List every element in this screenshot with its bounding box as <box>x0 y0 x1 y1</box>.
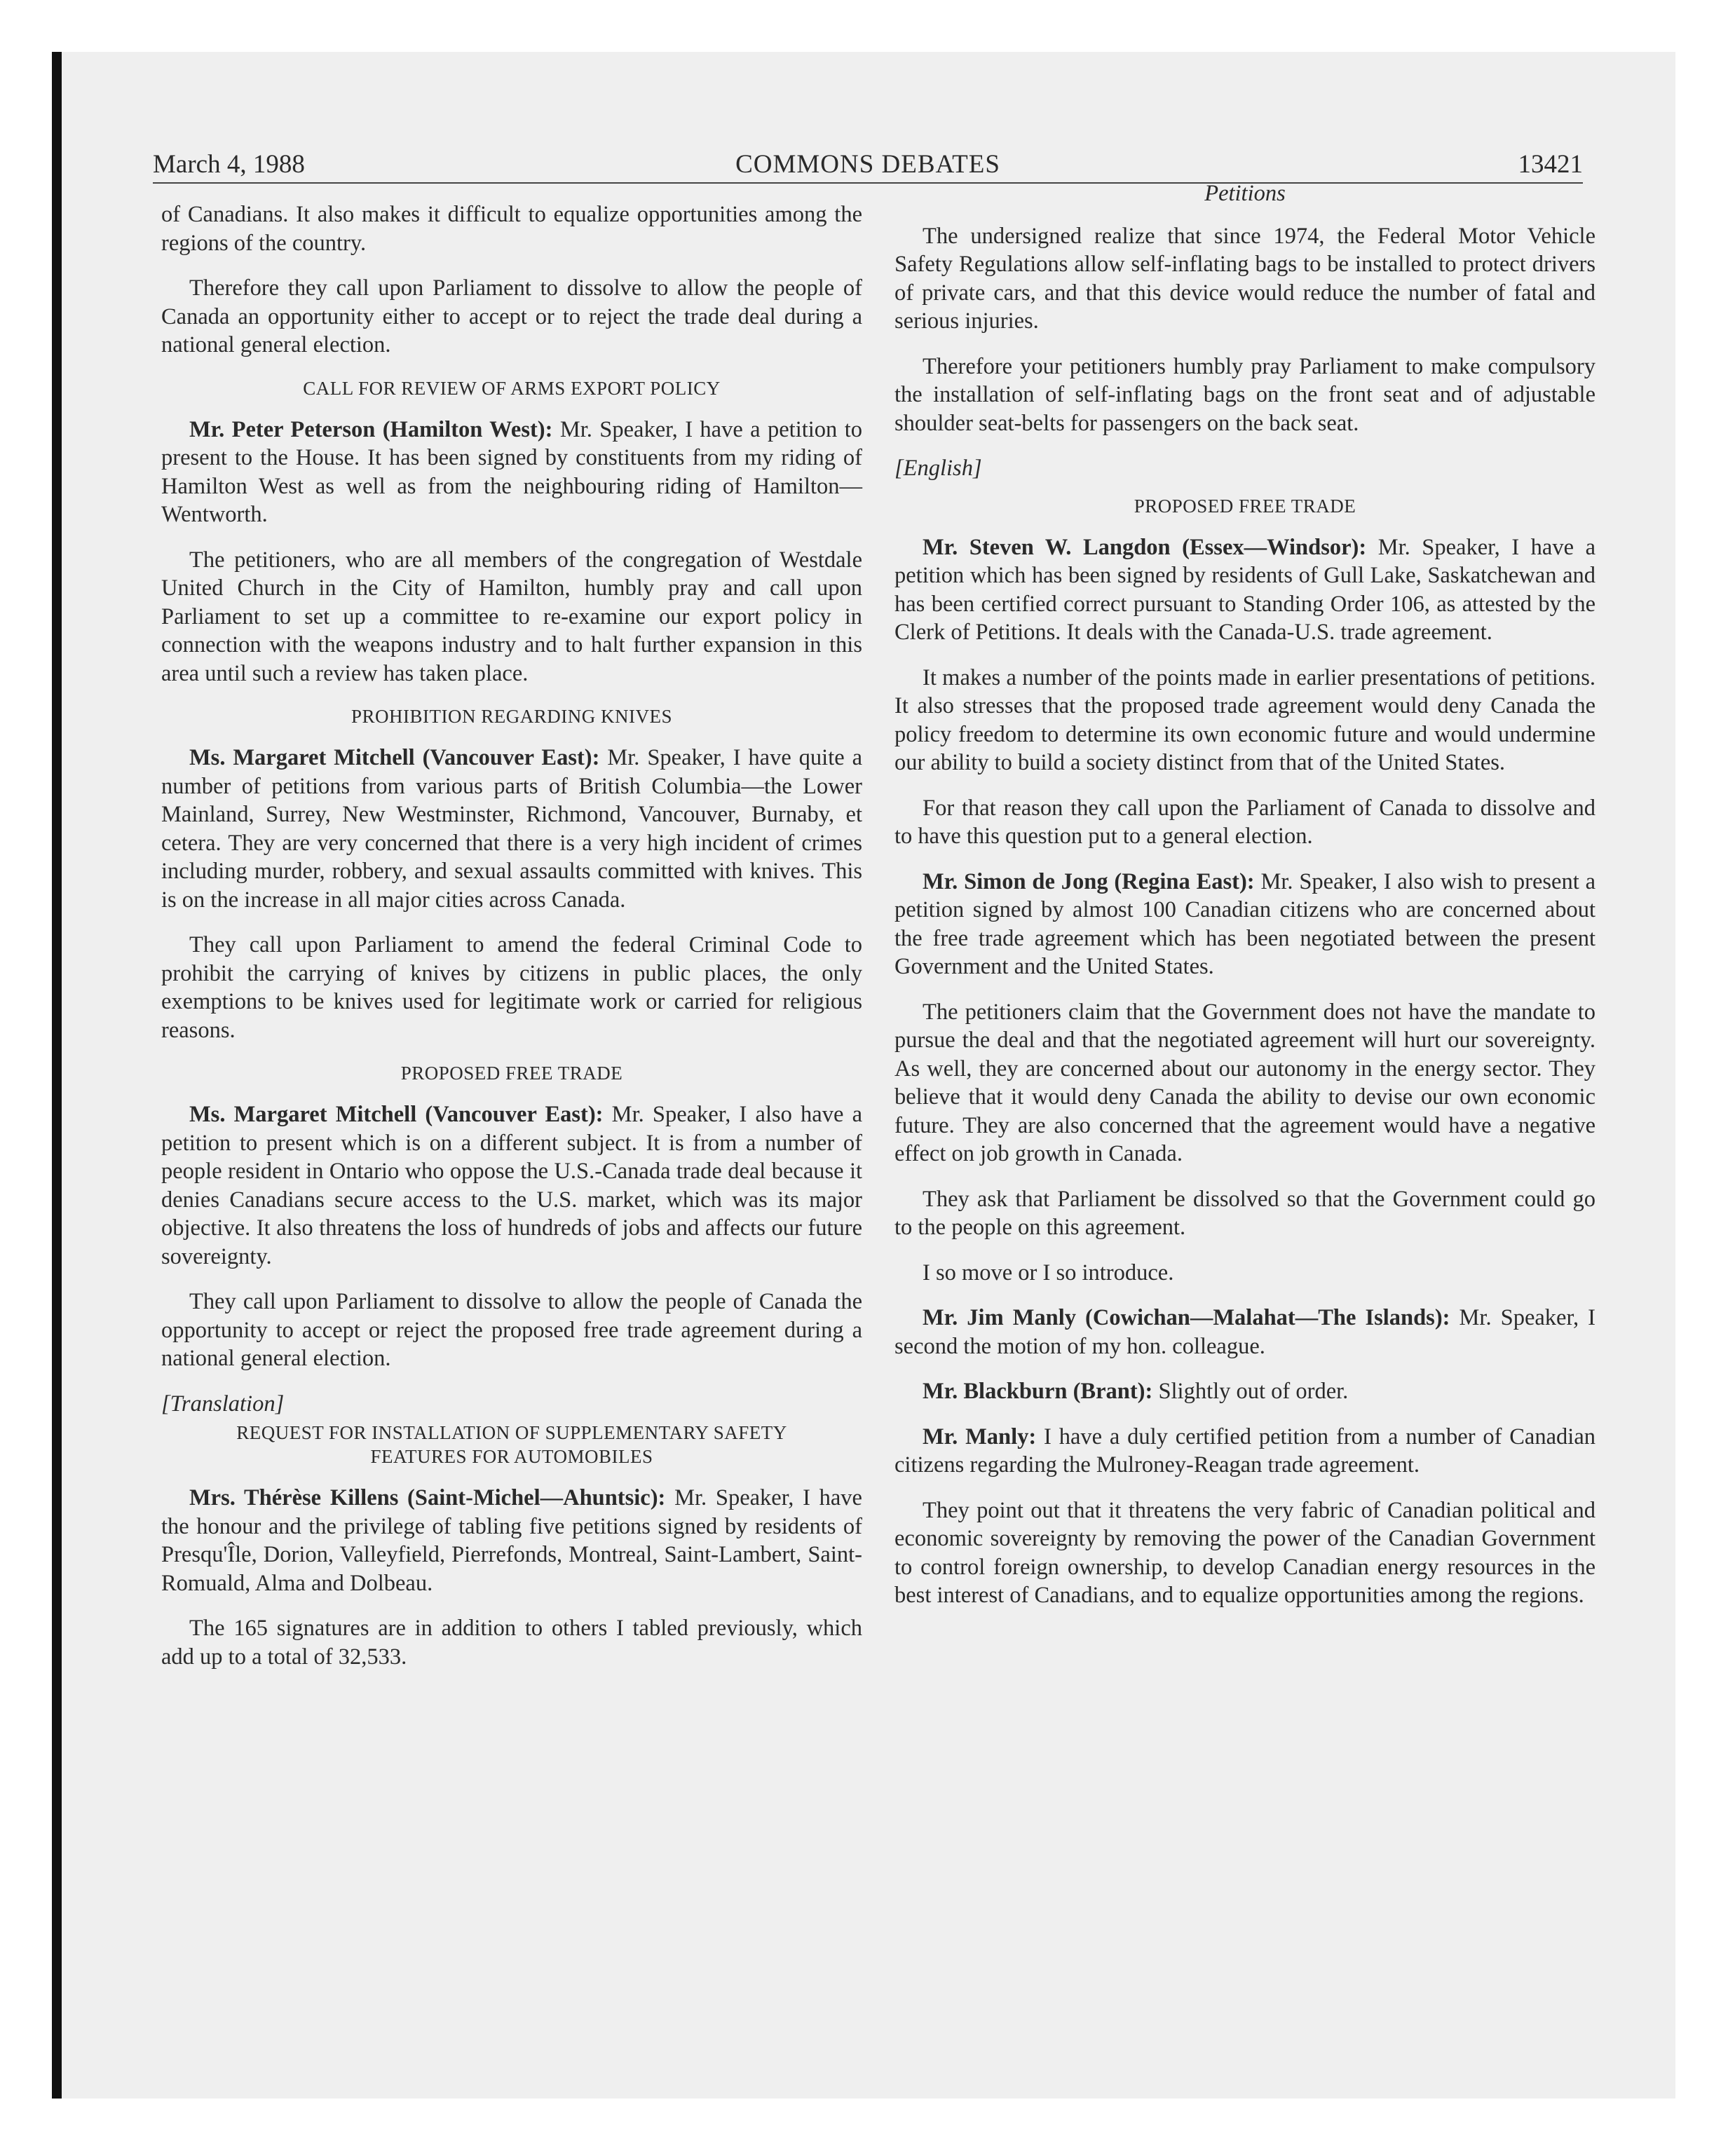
speech-paragraph <box>894 533 1595 647</box>
speech-paragraph <box>894 1304 1595 1360</box>
left-column <box>161 200 862 1688</box>
paragraph: They ask that Parliament be dissolved so that the Government could go to the people on this agreement. <box>894 1186 1595 1240</box>
section-heading <box>161 1421 862 1468</box>
right-column <box>894 179 1595 1627</box>
section-heading: CALL FOR REVIEW OF ARMS EXPORT POLICY <box>303 377 721 399</box>
speech-paragraph <box>161 416 862 529</box>
paragraph: Therefore your petitioners humbly pray Parliament to make compulsory the installation of self-inflating bags on the front seat and of adjustable shoulder seat-belts for passengers on the back seat. <box>894 353 1595 436</box>
paragraph: Therefore they call upon Parliament to dissolve to allow the people of Canada an opportunity either to accept or to reject the trade deal during a national general election. <box>161 275 862 357</box>
speech-paragraph <box>894 1377 1595 1406</box>
speech-paragraph <box>894 868 1595 981</box>
section-caption: Petitions <box>1204 181 1286 206</box>
speaker-name: Mr. Peter Peterson (Hamilton West): <box>189 416 553 442</box>
paragraph: of Canadians. It also makes it difficult to equalize opportunities among the regions of the country. <box>161 202 862 256</box>
paragraph: They call upon Parliament to amend the federal Criminal Code to prohibit the carrying of knives by citizens in public places, the only exemptions to be knives used for legitimate work or carried for religious reasons. <box>161 932 862 1043</box>
speech-paragraph <box>161 1484 862 1597</box>
paragraph: The petitioners, who are all members of the congregation of Westdale United Church in the City of Hamilton, humbly pray and call upon Parliament to set up a committee to re-examine our export policy in connection with the weapons industry and to halt further expansion in this area until such a review has taken place. <box>161 547 862 686</box>
speech-text: Mr. Speaker, I also wish to present a petition signed by almost 100 Canadian citizens who are concerned about the free trade agreement which has been negotiated between the present Government and the United States. <box>894 868 1596 979</box>
speech-text: Mr. Speaker, I second the motion of my hon. colleague. <box>894 1305 1595 1359</box>
paragraph: The petitioners claim that the Government does not have the mandate to pursue the deal and that the negotiated agreement will hurt our sovereignty. As well, they are concerned about our autonomy in the energy sector. They believe that it would deny Canada the ability to devise our own economic future. They are also concerned that the agreement would have a negative effect on job growth in Canada. <box>894 999 1595 1166</box>
section-heading: PROPOSED FREE TRADE <box>400 1063 623 1084</box>
section-heading-line: REQUEST FOR INSTALLATION OF SUPPLEMENTARY SAFETY <box>236 1422 787 1443</box>
speech-text: Mr. Speaker, I have a petition which has been signed by residents of Gull Lake, Saskatchewan and has been certified correct pursuant to Standing Order 106, as attested by the Clerk of Petitions. It deals with the Canada-U.S. trade agreement. <box>894 534 1595 645</box>
speech-text: I have a duly certified petition from a number of Canadian citizens regarding the Mulroney-Reagan trade agreement. <box>894 1424 1595 1478</box>
scan-edge <box>52 52 62 2099</box>
paragraph: They point out that it threatens the very fabric of Canadian political and economic sovereignty by removing the power of the Canadian Government to control foreign ownership, to develop Canadian energy resources in the best interest of Canadians, and to equalize opportunities among the regions. <box>894 1497 1595 1608</box>
paragraph: It makes a number of the points made in earlier presentations of petitions. It also stresses that the proposed trade agreement would deny Canada the policy freedom to determine its own economic future and would undermine our ability to build a society distinct from that of the United States. <box>894 664 1595 775</box>
paragraph: They call upon Parliament to dissolve to allow the people of Canada the opportunity to accept or reject the proposed free trade agreement during a national general election. <box>161 1289 862 1371</box>
speaker-name: Ms. Margaret Mitchell (Vancouver East): <box>189 1102 604 1127</box>
speech-paragraph <box>161 1100 862 1271</box>
paragraph: The undersigned realize that since 1974, the Federal Motor Vehicle Safety Regulations allow self-inflating bags to be installed to protect drivers of private cars, and that this device would reduce the number of fatal and serious injuries. <box>894 223 1595 334</box>
speaker-name: Ms. Margaret Mitchell (Vancouver East): <box>189 745 600 770</box>
section-heading: PROHIBITION REGARDING KNIVES <box>351 706 672 727</box>
speaker-name: Mr. Manly: <box>923 1424 1037 1449</box>
header-title: COMMONS DEBATES <box>735 150 1000 179</box>
speech-text: Slightly out of order. <box>1158 1379 1349 1404</box>
paragraph: I so move or I so introduce. <box>923 1260 1174 1285</box>
language-marker: [English] <box>894 456 982 481</box>
paragraph: For that reason they call upon the Parliament of Canada to dissolve and to have this question put to a general election. <box>894 795 1595 849</box>
speech-text: Mr. Speaker, I also have a petition to present which is on a different subject. It is from a number of people resident in Ontario who oppose the U.S.-Canada trade deal because it denies Canadians secure access to the U.S. market, which was its major objective. It also threatens the loss of hundreds of jobs and affects our future sovereignty. <box>161 1102 862 1269</box>
paragraph: The 165 signatures are in addition to others I tabled previously, which add up to a total of 32,533. <box>161 1616 862 1670</box>
running-header <box>153 146 1583 184</box>
language-marker: [Translation] <box>161 1391 285 1417</box>
header-date: March 4, 1988 <box>153 150 305 179</box>
speech-text: Mr. Speaker, I have a petition to present to the House. It has been signed by constituents from my riding of Hamilton West as well as from the neighbouring riding of Hamilton—Wentworth. <box>161 416 862 527</box>
section-heading-line: FEATURES FOR AUTOMOBILES <box>370 1446 653 1467</box>
speech-text: Mr. Speaker, I have quite a number of petitions from various parts of British Columbia—the Lower Mainland, Surrey, New Westminster, Richmond, Vancouver, Burnaby, et cetera. They are very concerned that there is a very high incident of crimes including murder, robbery, and sexual assaults committed with knives. This is on the increase in all major cities across Canada. <box>161 745 862 913</box>
speech-text: Mr. Speaker, I have the honour and the privilege of tabling five petitions signed by residents of Presqu'Île, Dorion, Valleyfield, Pierrefonds, Montreal, Saint-Lambert, Saint-Romuald, Alma and Dolbeau. <box>161 1485 862 1596</box>
header-page-number: 13421 <box>1518 150 1583 179</box>
speaker-name: Mr. Jim Manly (Cowichan—Malahat—The Islands): <box>923 1305 1450 1330</box>
section-heading: PROPOSED FREE TRADE <box>1134 495 1356 517</box>
speaker-name: Mr. Simon de Jong (Regina East): <box>923 868 1255 894</box>
speech-paragraph <box>894 1423 1595 1480</box>
speech-paragraph <box>161 744 862 914</box>
speaker-name: Mr. Blackburn (Brant): <box>923 1379 1153 1404</box>
speaker-name: Mr. Steven W. Langdon (Essex—Windsor): <box>923 534 1367 560</box>
speaker-name: Mrs. Thérèse Killens (Saint-Michel—Ahuntsic): <box>189 1485 666 1510</box>
